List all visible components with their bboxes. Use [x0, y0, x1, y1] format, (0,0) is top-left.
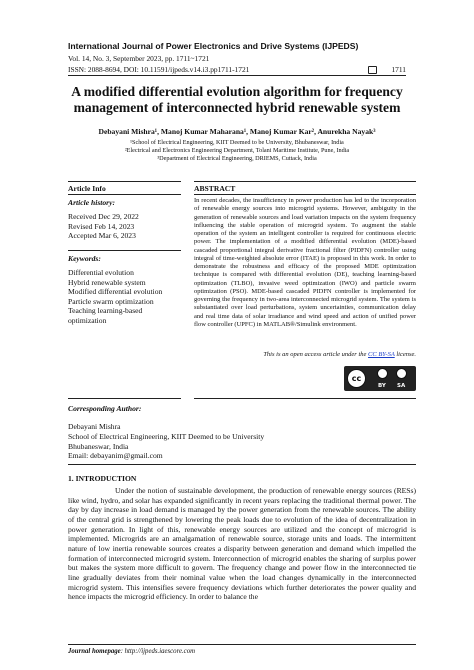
affiliations [68, 139, 406, 163]
header-divider [68, 75, 406, 76]
license-suffix: license. [396, 351, 416, 358]
creative-commons-icon: cc [347, 369, 366, 388]
abstract-text: In recent decades, the insufficiency in power production has led to the incorporation of renewable energy sources into microgrid systems. However, ambiguity in the generation of renewable sources and load variation impacts on the system frequency influencing the stable operation of microgrid system. To augment the stable operation of the system an intelligent controller is required for continuous electric power. The implementation of a modified differential evolution (MDE)-based cascaded proportional integral derivative fractional filter (PIDFN) controller using integral of time-weighted absolute error (ITAE) is proposed in this work. In order to demonstrate the robustness and efficacy of the proposed MDE optimization technique is compared with differential evolution (DE), teaching learning-based optimization (TLBO), invasive weed optimization (IWO) and particle swarm optimization (PSO). MDE-based cascaded PIDFN controller is implemented for governing the frequency in two-area interconnected microgrid system. The system is substantiated over load perturbations, system uncertainties, communication delay and real time data of solar irradiance and wind speed and action of unified power flow controller (UPFC) in MATLAB®/Simulink environment. [194, 197, 416, 328]
license-link[interactable]: CC BY-SA [368, 351, 395, 358]
cc-sa-label: SA [397, 383, 406, 389]
abstract-rule-bottom [194, 398, 416, 399]
volume-info: Vol. 14, No. 3, September 2023, pp. 1711~1721 [68, 54, 210, 63]
keywords-heading: Keywords: [68, 254, 101, 263]
corresponding-rule [68, 464, 416, 465]
book-icon [368, 66, 377, 74]
attribution-icon [377, 368, 388, 379]
corresponding-heading: Corresponding Author: [68, 404, 142, 413]
article-info-rule-bottom [68, 398, 181, 399]
abstract-heading: ABSTRACT [194, 184, 236, 193]
author-list: Debayani Mishra¹, Manoj Kumar Maharana¹, Manoj Kumar Kar², Anurekha Nayak³ [98, 127, 376, 136]
corresponding-city: Bhubaneswar, India [68, 441, 129, 451]
article-info-heading: Article Info [68, 184, 106, 193]
introduction-body [68, 486, 416, 602]
page-number: 1711 [391, 65, 406, 74]
article-info-rule-2 [68, 194, 181, 195]
keyword-item: Hybrid renewable system [68, 277, 146, 287]
homepage-label: Journal homepage [68, 648, 121, 655]
affiliation-1: ¹School of Electrical Engineering, KIIT Deemed to be University, Bhubaneswar, India [130, 139, 344, 146]
keyword-item: optimization [68, 315, 107, 325]
affiliation-2: ²Electrical and Electronics Engineering Department, Tolani Maritime Institute, Pune, India [124, 147, 350, 155]
section-heading-introduction: 1. INTRODUCTION [68, 474, 137, 483]
keyword-item: Modified differential evolution [68, 287, 163, 297]
license-prefix: This is an open access article under the [263, 351, 367, 358]
share-alike-icon [396, 368, 407, 379]
homepage-url[interactable]: : http://ijpeds.iaescore.com [120, 648, 195, 655]
abstract-rule-2 [194, 194, 416, 195]
paper-title: A modified differential evolution algorithm for frequency management of interconnected hybrid renewable system [71, 84, 403, 116]
history-revised: Revised Feb 14, 2023 [68, 221, 135, 231]
affiliation-3: ³Department of Electrical Engineering, DRIEMS, Cuttack, India [157, 155, 317, 163]
corresponding-details [68, 422, 264, 461]
page-number-area [368, 65, 406, 74]
corresponding-school: School of Electrical Engineering, KIIT Deemed to be University [68, 431, 265, 441]
footer-rule [68, 644, 416, 645]
issn-doi: ISSN: 2088-8694, DOI: 10.11591/ijpeds.v14.i3.pp1711-1721 [68, 65, 250, 74]
keyword-item: Particle swarm optimization [68, 296, 154, 306]
keyword-item: Teaching learning-based [68, 306, 143, 316]
history-list [68, 212, 139, 241]
corresponding-email: Email: debayanim@gmail.com [68, 451, 163, 461]
keywords-list [68, 268, 162, 326]
history-received: Received Dec 29, 2022 [68, 212, 139, 221]
license-line [194, 351, 416, 358]
corresponding-name: Debayani Mishra [68, 422, 121, 431]
history-accepted: Accepted Mar 6, 2023 [68, 231, 136, 241]
keyword-item: Differential evolution [68, 268, 134, 277]
cc-by-sa-badge[interactable] [344, 366, 416, 391]
article-info-rule-3 [68, 250, 181, 251]
journal-name: International Journal of Power Electronics and Drive Systems (IJPEDS) [68, 41, 359, 51]
introduction-paragraph: Under the notion of sustainable development, the production of renewable energy sources (RESs) like wind, hydro, and solar has expanded significantly in recent years replacing the traditional thermal power. The day by day increase in load demand is managed by the power generation from the renewable sources. The ability of the central grid is strengthened by lowering the peak loads due to evolution of the idea of decentralization in power generation. In light of this, renewable energy sources are utilized and the concept of microgrid is implemented. Microgrids are an amalgamation of renewable source, storage units and loads. The intermittent nature of low inertia renewable sources creates a disparity between generation and demand which impelled the formation of interconnected microgrid system. Interconnection of microgrid enables the sharing of surplus power but makes the system more difficult to govern. The frequency change and power flow in the interconnected tie line gradually deviates from their nominal value when the load changes dynamically in the interconnected microgrid system. This intensifies severe frequency deviations which further deteriorates the power quality and hence impacts the microgrid efficiency. In order to balance the [68, 486, 416, 602]
journal-homepage [68, 648, 195, 655]
cc-by-label: BY [378, 383, 386, 389]
history-heading: Article history: [68, 198, 116, 207]
abstract-rule-top [194, 181, 416, 182]
article-info-rule-top [68, 181, 181, 182]
